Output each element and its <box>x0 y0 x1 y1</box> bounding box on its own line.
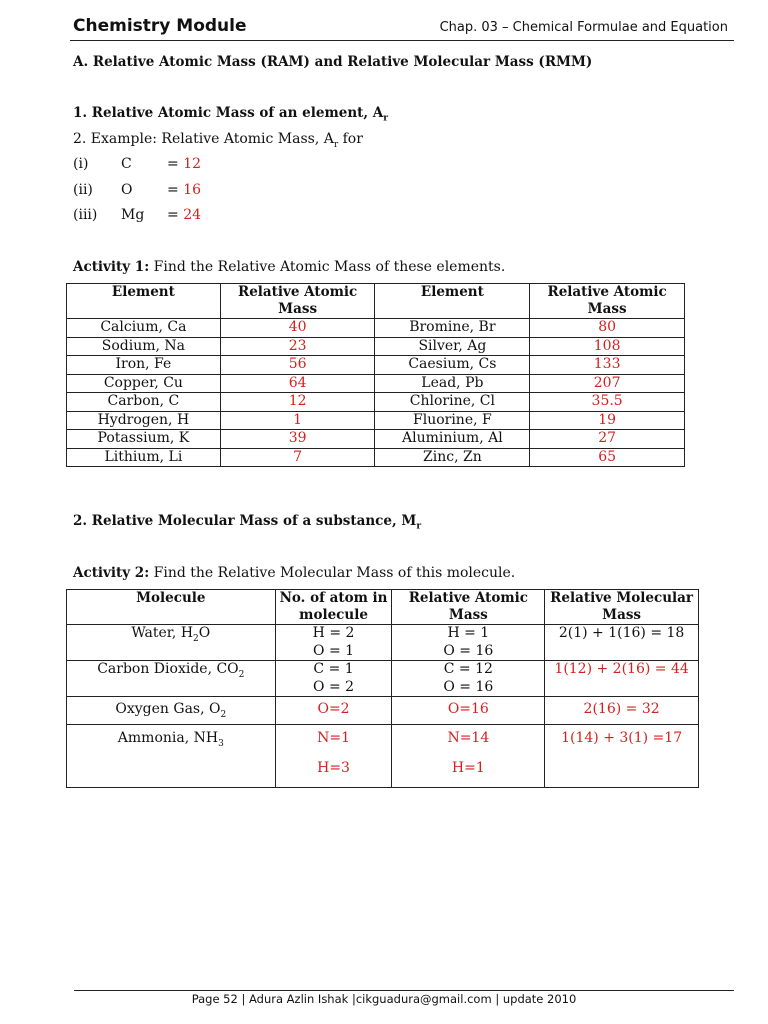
section-a-heading: A. Relative Atomic Mass (RAM) and Relative Molecular Mass (RMM) <box>73 54 593 70</box>
example-element: C <box>121 156 132 172</box>
ram-cell: 207 <box>530 374 685 393</box>
table-row <box>67 337 685 356</box>
element-cell: Silver, Ag <box>375 337 530 356</box>
ram-cell: 35.5 <box>530 393 685 412</box>
ram-cell: 56 <box>220 356 375 375</box>
part2-heading-sub: r <box>416 521 422 532</box>
rmm-cell: 1(12) + 2(16) = 44 <box>545 661 699 697</box>
example-value: 24 <box>183 207 202 223</box>
activity2-label: Activity 2: <box>73 565 150 581</box>
col-header: Relative Atomic Mass <box>392 590 545 625</box>
example-suffix: for <box>338 131 363 147</box>
part2-heading <box>73 513 421 532</box>
example-item <box>73 156 273 176</box>
example-num: (iii) <box>73 207 98 223</box>
ram-cell: 133 <box>530 356 685 375</box>
atom-count-cell: C = 1 O = 2 <box>275 661 392 697</box>
activity1-instruction <box>73 259 505 275</box>
ram-cell: 64 <box>220 374 375 393</box>
example-element: O <box>121 182 133 198</box>
element-cell: Sodium, Na <box>67 337 221 356</box>
table-row <box>67 661 699 697</box>
ram-cell: 19 <box>530 411 685 430</box>
table-header-row <box>67 284 685 319</box>
part2-heading-text: 2. Relative Molecular Mass of a substance, M <box>73 513 417 529</box>
col-header: Element <box>375 284 530 319</box>
molecule-cell: Water, $H_2O$ <box>67 625 276 661</box>
ram-cell: 1 <box>220 411 375 430</box>
table-row <box>67 625 699 661</box>
part1-heading-text: 1. Relative Atomic Mass of an element, A <box>73 105 384 121</box>
ram-cell: 39 <box>220 430 375 449</box>
element-cell: Aluminium, Al <box>375 430 530 449</box>
example-num: (ii) <box>73 182 93 198</box>
example-equals: = 12 <box>167 156 202 172</box>
table-header-row <box>67 590 699 625</box>
element-cell: Calcium, Ca <box>67 319 221 338</box>
example-sub: r <box>333 139 339 150</box>
table-row <box>67 448 685 467</box>
col-header: Molecule <box>67 590 276 625</box>
col-header: Element <box>67 284 221 319</box>
atom-count-cell: O=2 <box>275 697 392 725</box>
ram-cell: N=14 H=1 <box>392 725 545 788</box>
rmm-cell: 1(14) + 3(1) =17 <box>545 725 699 788</box>
atom-count-cell: N=1 H=3 <box>275 725 392 788</box>
ram-cell: O=16 <box>392 697 545 725</box>
example-equals: = 24 <box>167 207 202 223</box>
col-header: Relative Atomic Mass <box>220 284 375 319</box>
element-cell: Lead, Pb <box>375 374 530 393</box>
part1-heading <box>73 105 388 124</box>
activity1-text: Find the Relative Atomic Mass of these elements. <box>149 259 506 275</box>
example-value: 16 <box>183 182 202 198</box>
table-row <box>67 356 685 375</box>
rmm-cell: 2(16) = 32 <box>545 697 699 725</box>
element-cell: Zinc, Zn <box>375 448 530 467</box>
element-cell: Caesium, Cs <box>375 356 530 375</box>
molecular-mass-table <box>66 589 699 788</box>
table-row <box>67 725 699 788</box>
chapter-title: Chap. 03 – Chemical Formulae and Equation <box>439 20 728 35</box>
element-cell: Carbon, C <box>67 393 221 412</box>
rmm-cell: 2(1) + 1(16) = 18 <box>545 625 699 661</box>
element-cell: Hydrogen, H <box>67 411 221 430</box>
example-num: (i) <box>73 156 89 172</box>
element-cell: Bromine, Br <box>375 319 530 338</box>
ram-cell: 80 <box>530 319 685 338</box>
atom-count-cell: H = 2 O = 1 <box>275 625 392 661</box>
ram-cell: 108 <box>530 337 685 356</box>
activity1-label: Activity 1: <box>73 259 150 275</box>
col-header: Relative Molecular Mass <box>545 590 699 625</box>
molecule-cell: Oxygen Gas, $O_2$ <box>67 697 276 725</box>
activity2-instruction <box>73 565 515 581</box>
ram-cell: 65 <box>530 448 685 467</box>
example-value: 12 <box>183 156 202 172</box>
table-row <box>67 697 699 725</box>
table-row <box>67 393 685 412</box>
ram-cell: C = 12 O = 16 <box>392 661 545 697</box>
ram-cell: 40 <box>220 319 375 338</box>
ram-cell: 23 <box>220 337 375 356</box>
col-header: No. of atom in molecule <box>275 590 392 625</box>
element-cell: Lithium, Li <box>67 448 221 467</box>
table-row <box>67 430 685 449</box>
example-line <box>73 131 363 150</box>
part1-heading-sub: r <box>383 113 389 124</box>
ram-cell: 27 <box>530 430 685 449</box>
example-item <box>73 182 273 202</box>
element-cell: Iron, Fe <box>67 356 221 375</box>
footer-divider <box>74 990 734 991</box>
table-row <box>67 319 685 338</box>
table-row <box>67 411 685 430</box>
atomic-mass-table <box>66 283 685 467</box>
module-title: Chemistry Module <box>73 16 247 36</box>
example-equals: = 16 <box>167 182 202 198</box>
ram-cell: 7 <box>220 448 375 467</box>
element-cell: Potassium, K <box>67 430 221 449</box>
ram-cell: H = 1 O = 16 <box>392 625 545 661</box>
element-cell: Chlorine, Cl <box>375 393 530 412</box>
example-item <box>73 207 273 227</box>
ram-cell: 12 <box>220 393 375 412</box>
element-cell: Fluorine, F <box>375 411 530 430</box>
molecule-cell: Ammonia, $NH_3$ <box>67 725 276 788</box>
element-cell: Copper, Cu <box>67 374 221 393</box>
molecule-cell: Carbon Dioxide, $CO_2$ <box>67 661 276 697</box>
activity2-text: Find the Relative Molecular Mass of this molecule. <box>149 565 516 581</box>
header-divider <box>70 40 734 41</box>
footer-text: Page 52 | Adura Azlin Ishak |cikguadura@gmail.com | update 2010 <box>191 992 577 1006</box>
col-header: Relative Atomic Mass <box>530 284 685 319</box>
example-text: 2. Example: Relative Atomic Mass, A <box>73 131 334 147</box>
example-element: Mg <box>121 207 145 223</box>
table-row <box>67 374 685 393</box>
